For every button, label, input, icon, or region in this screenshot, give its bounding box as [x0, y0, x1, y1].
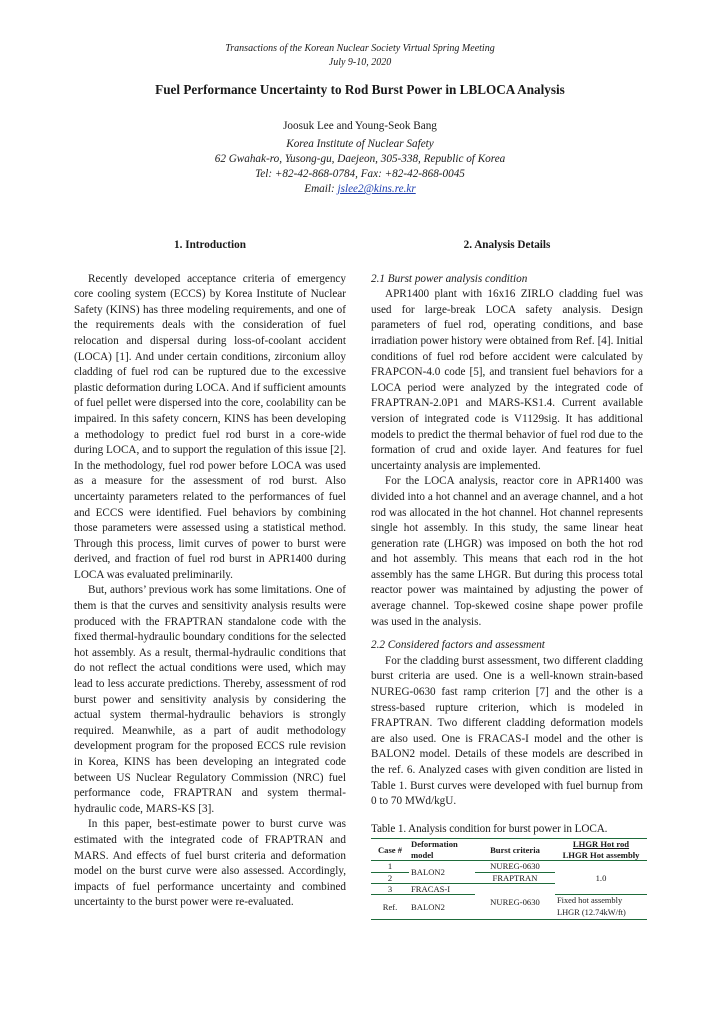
- journal-header: Transactions of the Korean Nuclear Society Virtual Spring Meeting: [225, 43, 495, 54]
- section-heading-analysis-details: 2. Analysis Details: [463, 239, 551, 251]
- subsection-heading-2-1: 2.1 Burst power analysis condition: [371, 272, 528, 285]
- intro-paragraph-2: But, authors’ previous work has some limitations. One of them is that the curves and sensitivity analysis results were produced with the FRAPTRAN standalone code with the fixed thermal-hydraulic boundary conditions for the selected hot assembly. As a result, thermal-hydraulic conditions that do not reflect the actual conditions were used, which may lead to less accurate predictions. Thereby, assessment of rod burst power and sensitivity analysis by considering the actual system thermal-hydraulic behaviors is strongly required. Meanwhile, as a part of audit methodology development program for the proposed ECCS rule revision in Korea, KINS has been developing an integrated code between US Nuclear Regulatory Commission (NRC) fuel performance code, FRAPTRAN and system thermal-hydraulic code, MARS-KS [3].: [74, 584, 346, 815]
- intro-paragraph-1: Recently developed acceptance criteria of emergency core cooling system (ECCS) by Korea Institute of Nuclear Safety (KINS) has three modeling requirements, and one of the requirements deals with the consideration of fuel relocation and dispersal during loss-of-coolant accident (LOCA) [1]. And under certain conditions, zirconium alloy cladding of fuel rod can be ruptured due to the excessive plastic deformation during LOCA. And if sufficient amounts of fuel pellet were dispersed into the core, coolability can be impaired. In this safety concern, KINS has been developing a methodology to predict fuel rod burst in a core-wide during LOCA, and to support the regulation of this issue [2]. In the methodology, fuel rod power before LOCA was used as a measure for the assessment of rod burst. Also uncertainty parameters related to the performances of fuel and ECCS were identified. Fuel behaviors by combining those parameters were assessed using a statistical method. Through this process, limit curves of power to burst were derived, and fraction of fuel rod burst in APR1400 during LOCA was evaluated preliminarily.: [74, 272, 346, 581]
- cell-burst: NUREG-0630: [475, 884, 555, 920]
- header-lhgr-hot-assembly: LHGR Hot assembly: [562, 849, 640, 860]
- header-deformation: Deformation model: [409, 839, 475, 861]
- table-header-row: [371, 839, 647, 861]
- intro-paragraph-3: In this paper, best-estimate power to burst curve was estimated with the integrated code of FRAPTRAN and MARS. And effects of fuel burst criteria and deformation model on the burst curve were also assessed. Accordingly, impacts of fuel performance uncertainty and combined uncertainty to the burst power were re-evaluated.: [74, 818, 346, 909]
- cell-case: 3: [371, 884, 409, 895]
- analysis-condition-table: [371, 838, 647, 920]
- analysis-paragraph-1: APR1400 plant with 16x16 ZIRLO cladding fuel was used for large-break LOCA safety analysis. Design parameters of fuel rod, operating conditions, and base irradiation power history were obtained from Ref. [4]. Initial conditions of fuel rod before accident were calculated by FRAPCON-4.0 code [5], and transient fuel behaviors for a LOCA period were analyzed by the integrated code of FRAPTRAN-2.0P1 and MARS-KS1.4. Current available version of integrated code is V1129sig. It has additional models to predict the thermal behavior of fuel rod due to the formation of crud and oxide layer. And features for fuel uncertainty analysis are implemented.: [371, 288, 643, 472]
- cell-case: Ref.: [371, 895, 409, 920]
- header-lhgr: [555, 839, 647, 861]
- affiliation-email-line: [0, 183, 720, 195]
- table-row: [371, 861, 647, 872]
- paper-title: Fuel Performance Uncertainty to Rod Burst Power in LBLOCA Analysis: [155, 82, 565, 97]
- analysis-paragraph-2: For the LOCA analysis, reactor core in APR1400 was divided into a hot channel and an average channel, and a hot rod was allocated in the hot channel. Hot channel represents single hot assembly. In this study, the same linear heat generation rate (LHGR) was imposed on both the hot rod and hot assembly. This means that each rod in the hot assembly has the same LHGR. But during this process total reactor power was maintained by adjusting the power of average channel. Top-skewed cosine shape power profile was used in the analysis.: [371, 475, 643, 628]
- cell-case: 1: [371, 861, 409, 872]
- table-caption: Table 1. Analysis condition for burst power in LOCA.: [371, 822, 608, 835]
- affiliation-address: 62 Gwahak-ro, Yusong-gu, Daejeon, 305-338, Republic of Korea: [214, 153, 506, 165]
- factors-paragraph: For the cladding burst assessment, two different cladding burst criteria are used. One is a well-known strain-based NUREG-0630 fast ramp criterion [7] and the other is a stress-based rupture criterion, which is modeled in FRAPTRAN. Two different cladding deformation models are also used. One is FRACAS-I model and the other is BALON2 model. Details of these models are described in the ref. 6. Analyzed cases with given condition are listed in Table 1. Burst curves were developed with fuel burnup from 0 to 70 MWd/kgU.: [371, 654, 643, 808]
- cell-lhgr: Fixed hot assembly LHGR (12.74kW/ft): [555, 895, 647, 920]
- header-lhgr-hot-rod: LHGR Hot rod: [572, 839, 630, 850]
- section-heading-introduction: 1. Introduction: [174, 239, 246, 251]
- right-column: [371, 238, 643, 920]
- cell-deformation: FRACAS-I: [409, 884, 475, 895]
- authors: Joosuk Lee and Young-Seok Bang: [283, 120, 437, 132]
- meeting-date: July 9-10, 2020: [328, 57, 392, 68]
- cell-deformation: BALON2: [409, 861, 475, 884]
- email-label: Email:: [304, 183, 338, 195]
- cell-burst: FRAPTRAN: [475, 872, 555, 883]
- cell-lhgr: 1.0: [555, 861, 647, 895]
- left-column: [74, 238, 346, 911]
- header-burst: Burst criteria: [475, 839, 555, 861]
- cell-case: 2: [371, 872, 409, 883]
- affiliation-contact: Tel: +82-42-868-0784, Fax: +82-42-868-0045: [255, 168, 465, 180]
- header-case: Case #: [371, 839, 409, 861]
- cell-burst: NUREG-0630: [475, 861, 555, 872]
- subsection-heading-2-2: 2.2 Considered factors and assessment: [371, 639, 545, 652]
- email-link[interactable]: jslee2@kins.re.kr: [337, 183, 416, 195]
- cell-deformation: BALON2: [409, 895, 475, 920]
- affiliation-institute: Korea Institute of Nuclear Safety: [286, 138, 434, 150]
